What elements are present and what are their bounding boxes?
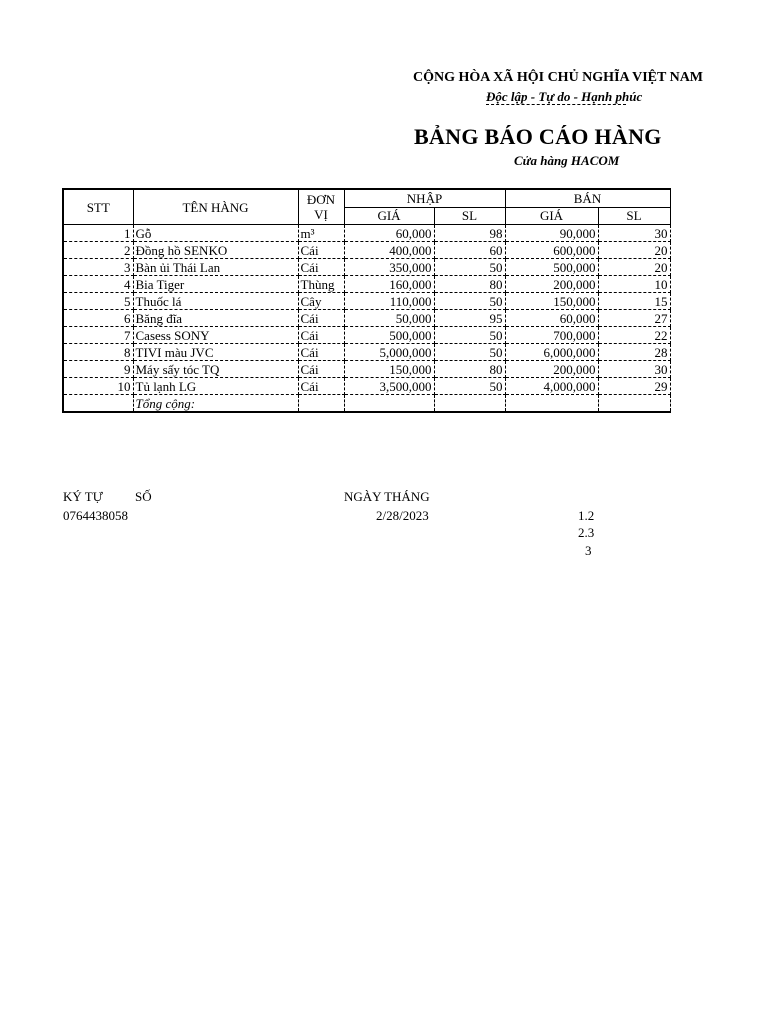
report-title: BẢNG BÁO CÁO HÀNG — [414, 124, 662, 149]
cell-import-qty: 50 — [434, 293, 505, 310]
column-header-sale-price: GIÁ — [505, 207, 598, 225]
cell-stt: 4 — [63, 276, 133, 293]
cell-import-qty: 50 — [434, 327, 505, 344]
total-cell-empty — [505, 395, 598, 413]
cell-import-qty: 50 — [434, 378, 505, 395]
cell-unit: m³ — [298, 225, 344, 242]
total-row — [63, 395, 670, 413]
label-kytu: KÝ TỰ — [63, 489, 103, 504]
cell-stt: 7 — [63, 327, 133, 344]
cell-unit: Thùng — [298, 276, 344, 293]
cell-stt: 5 — [63, 293, 133, 310]
cell-sale-price: 200,000 — [505, 276, 598, 293]
total-cell-empty — [434, 395, 505, 413]
table-row — [63, 344, 670, 361]
cell-sale-qty: 15 — [598, 293, 670, 310]
cell-name: TIVI màu JVC — [133, 344, 298, 361]
store-name: Cửa hàng HACOM — [514, 153, 620, 168]
cell-sale-price: 4,000,000 — [505, 378, 598, 395]
cell-import-price: 160,000 — [344, 276, 434, 293]
value-date: 2/28/2023 — [376, 508, 429, 523]
column-group-import: NHẬP — [344, 189, 505, 207]
column-header-stt: STT — [63, 189, 133, 225]
cell-sale-qty: 29 — [598, 378, 670, 395]
table-row — [63, 327, 670, 344]
column-header-import-price: GIÁ — [344, 207, 434, 225]
cell-unit: Cái — [298, 378, 344, 395]
table-row — [63, 361, 670, 378]
total-cell-empty — [298, 395, 344, 413]
table-row — [63, 259, 670, 276]
cell-import-price: 350,000 — [344, 259, 434, 276]
cell-name: Bàn ủi Thái Lan — [133, 259, 298, 276]
cell-import-price: 60,000 — [344, 225, 434, 242]
column-header-sale-qty: SL — [598, 207, 670, 225]
report-table — [62, 188, 671, 413]
table-body — [63, 225, 670, 413]
cell-stt: 3 — [63, 259, 133, 276]
cell-import-qty: 50 — [434, 259, 505, 276]
cell-sale-qty: 22 — [598, 327, 670, 344]
cell-sale-qty: 27 — [598, 310, 670, 327]
table-row — [63, 378, 670, 395]
cell-stt: 1 — [63, 225, 133, 242]
cell-sale-qty: 28 — [598, 344, 670, 361]
total-cell-empty — [598, 395, 670, 413]
column-header-unit: ĐƠN VỊ — [298, 189, 344, 225]
cell-unit: Cái — [298, 361, 344, 378]
table-row — [63, 293, 670, 310]
label-so: SỐ — [135, 489, 152, 504]
cell-sale-price: 6,000,000 — [505, 344, 598, 361]
table-row — [63, 310, 670, 327]
cell-sale-price: 500,000 — [505, 259, 598, 276]
cell-sale-price: 700,000 — [505, 327, 598, 344]
column-group-sale: BÁN — [505, 189, 670, 207]
cell-stt: 10 — [63, 378, 133, 395]
cell-name: Bia Tiger — [133, 276, 298, 293]
cell-sale-qty: 20 — [598, 259, 670, 276]
cell-stt: 2 — [63, 242, 133, 259]
number-value: 3 — [585, 543, 592, 558]
cell-import-price: 3,500,000 — [344, 378, 434, 395]
cell-stt: 6 — [63, 310, 133, 327]
cell-name: Gỗ — [133, 225, 298, 242]
cell-import-price: 150,000 — [344, 361, 434, 378]
cell-import-qty: 50 — [434, 344, 505, 361]
cell-import-price: 50,000 — [344, 310, 434, 327]
cell-unit: Cái — [298, 327, 344, 344]
cell-sale-price: 90,000 — [505, 225, 598, 242]
cell-unit: Cái — [298, 259, 344, 276]
cell-import-qty: 80 — [434, 361, 505, 378]
number-value: 2.3 — [578, 525, 595, 540]
motto: Độc lập - Tự do - Hạnh phúc — [486, 89, 643, 104]
cell-unit: Cái — [298, 344, 344, 361]
table-row — [63, 242, 670, 259]
cell-import-price: 400,000 — [344, 242, 434, 259]
cell-sale-qty: 30 — [598, 225, 670, 242]
column-header-name: TÊN HÀNG — [133, 189, 298, 225]
value-kytu: 0764438058 — [63, 508, 128, 523]
cell-stt: 8 — [63, 344, 133, 361]
cell-stt: 9 — [63, 361, 133, 378]
table-row — [63, 276, 670, 293]
cell-import-qty: 80 — [434, 276, 505, 293]
column-header-import-qty: SL — [434, 207, 505, 225]
cell-sale-qty: 20 — [598, 242, 670, 259]
cell-unit: Cây — [298, 293, 344, 310]
cell-name: Băng đĩa — [133, 310, 298, 327]
label-ngaythang: NGÀY THÁNG — [344, 489, 430, 504]
motto-divider — [486, 104, 626, 105]
cell-sale-price: 200,000 — [505, 361, 598, 378]
total-label: Tổng cộng: — [133, 395, 298, 413]
cell-name: Casess SONY — [133, 327, 298, 344]
cell-name: Đồng hồ SENKO — [133, 242, 298, 259]
cell-sale-qty: 30 — [598, 361, 670, 378]
table-row — [63, 225, 670, 242]
national-title: CỘNG HÒA XÃ HỘI CHỦ NGHĨA VIỆT NAM — [413, 70, 704, 85]
cell-name: Máy sấy tóc TQ — [133, 361, 298, 378]
cell-sale-price: 60,000 — [505, 310, 598, 327]
cell-name: Thuốc lá — [133, 293, 298, 310]
cell-import-price: 110,000 — [344, 293, 434, 310]
cell-import-qty: 60 — [434, 242, 505, 259]
cell-name: Tủ lạnh LG — [133, 378, 298, 395]
cell-sale-price: 600,000 — [505, 242, 598, 259]
total-cell-empty — [63, 395, 133, 413]
cell-sale-qty: 10 — [598, 276, 670, 293]
cell-import-price: 500,000 — [344, 327, 434, 344]
cell-sale-price: 150,000 — [505, 293, 598, 310]
number-value: 1.2 — [578, 508, 595, 523]
cell-unit: Cái — [298, 242, 344, 259]
cell-import-price: 5,000,000 — [344, 344, 434, 361]
cell-unit: Cái — [298, 310, 344, 327]
cell-import-qty: 95 — [434, 310, 505, 327]
total-cell-empty — [344, 395, 434, 413]
cell-import-qty: 98 — [434, 225, 505, 242]
